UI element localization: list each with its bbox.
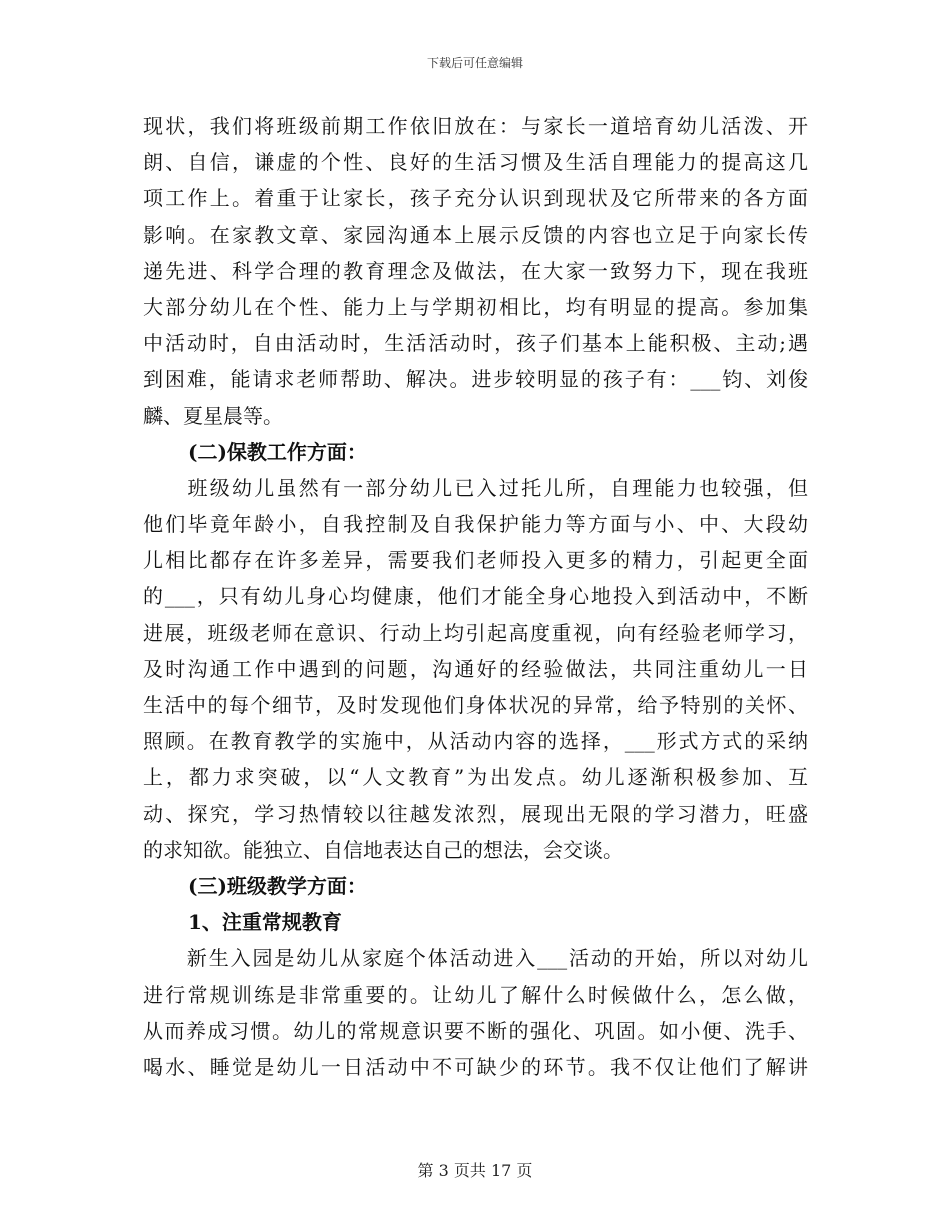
document-body	[143, 108, 808, 1085]
text-line: 项工作上。着重于让家长，孩子充分认识到现状及它所带来的各方面	[143, 186, 808, 211]
text-line: 麟、夏星晨等。	[143, 403, 283, 428]
text-line: 及时沟通工作中遇到的问题，沟通好的经验做法，共同注重幼儿一日	[143, 656, 808, 681]
text-line: 的___，只有幼儿身心均健康，他们才能全身心地投入到活动中，不断	[143, 584, 808, 609]
text-line: 大部分幼儿在个性、能力上与学期初相比，均有明显的提高。参加集	[143, 294, 808, 319]
text-line: 朗、自信，谦虚的个性、良好的生活习惯及生活自理能力的提高这几	[143, 150, 808, 175]
text-line: 影响。在家教文章、家园沟通本上展示反馈的内容也立足于向家长传	[143, 222, 808, 247]
text-line: 到困难，能请求老师帮助、解决。进步较明显的孩子有：___钧、刘俊	[143, 367, 808, 392]
text-line: 从而养成习惯。幼儿的常规意识要不断的强化、巩固。如小便、洗手、	[143, 1018, 808, 1043]
text-line: 的求知欲。能独立、自信地表达自己的想法，会交谈。	[143, 837, 623, 862]
text-line: 生活中的每个细节，及时发现他们身体状况的异常，给予特别的关怀、	[143, 693, 808, 717]
text-line: 进展，班级老师在意识、行动上均引起高度重视，向有经验老师学习，	[143, 620, 808, 645]
section-heading: 1、注重常规教育	[188, 910, 342, 935]
page-number: 第 3 页共 17 页	[417, 1161, 533, 1180]
section-heading: (三)班级教学方面：	[188, 873, 367, 898]
text-line: 班级幼儿虽然有一部分幼儿已入过托儿所，自理能力也较强，但	[143, 475, 808, 500]
section-heading: (二)保教工作方面：	[188, 439, 367, 464]
text-line: 进行常规训练是非常重要的。让幼儿了解什么时候做什么，怎么做，	[143, 982, 808, 1007]
text-line: 照顾。在教育教学的实施中，从活动内容的选择，___形式方式的采纳	[143, 729, 808, 754]
text-line: 中活动时，自由活动时，生活活动时，孩子们基本上能积极、主动;遇	[143, 331, 808, 356]
text-line: 动、探究，学习热情较以往越发浓烈，展现出无限的学习潜力，旺盛	[143, 801, 808, 826]
text-line: 递先进、科学合理的教育理念及做法，在大家一致努力下，现在我班	[143, 258, 808, 283]
text-line: 喝水、睡觉是幼儿一日活动中不可缺少的环节。我不仅让他们了解讲	[143, 1054, 808, 1079]
text-line: 现状，我们将班级前期工作依旧放在：与家长一道培育幼儿活泼、开	[143, 114, 808, 138]
page-header-note: 下载后可任意编辑	[426, 56, 523, 70]
text-line: 他们毕竟年龄小，自我控制及自我保护能力等方面与小、中、大段幼	[143, 512, 808, 537]
text-line: 新生入园是幼儿从家庭个体活动进入___活动的开始，所以对幼儿	[143, 946, 808, 971]
text-line: 儿相比都存在许多差异，需要我们老师投入更多的精力，引起更全面	[143, 548, 808, 573]
text-line: 上，都力求突破，以“人文教育”为出发点。幼儿逐渐积极参加、互	[143, 765, 808, 790]
